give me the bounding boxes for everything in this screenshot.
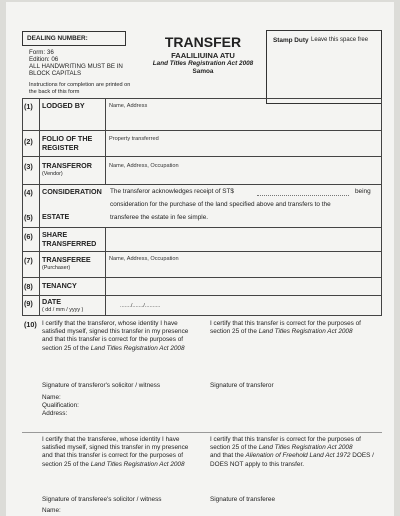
row-8-number: (8) <box>24 282 33 291</box>
row-6-number: (6) <box>24 232 33 241</box>
date-field-dots[interactable]: ......./......./.......... <box>120 303 161 309</box>
transferee-sub: (Purchaser) <box>42 265 71 271</box>
consideration-line-1 <box>110 188 234 196</box>
share-label-2: TRANSFERRED <box>42 239 97 248</box>
section-divider <box>22 432 382 433</box>
cert-left1-line4: section 25 of the Land Titles Registration Act 2008 <box>42 344 185 352</box>
witness-name-label: Name: <box>42 394 61 401</box>
folio-hint: Property transferred <box>109 136 159 142</box>
handwriting-note-1: ALL HANDWRITING MUST BE IN <box>29 63 123 70</box>
cert-right1-line1: I certify that this transfer is correct for the purposes of <box>210 320 361 327</box>
tenancy-label: TENANCY <box>42 281 77 290</box>
dealing-number-label: DEALING NUMBER: <box>27 35 88 42</box>
date-format: ( dd / mm / yyyy ) <box>42 307 84 313</box>
transferee-hint: Name, Address, Occupation <box>109 256 179 262</box>
consideration-label: CONSIDERATION <box>42 187 102 196</box>
cert-right2-line3: and that the Alienation of Freehold Land Act 1972 DOES / <box>210 452 374 460</box>
row-1-number: (1) <box>24 102 33 111</box>
row-5-number: (5) <box>24 213 33 222</box>
cert-left1-line1: I certify that the transferor, whose identity I have <box>42 320 178 327</box>
date-label: DATE <box>42 297 62 306</box>
transferee-field[interactable] <box>106 252 381 277</box>
stamp-duty-label: Stamp Duty <box>273 37 309 44</box>
cert-left2-line1: I certify that the transferee, whose identity I have <box>42 436 180 443</box>
row-9-number: (9) <box>24 299 33 308</box>
transferor-signature-field[interactable] <box>210 358 380 380</box>
consideration-line-2: consideration for the purchase of the land specified above and transfers to the <box>110 201 331 208</box>
cert-right2-line4: DOES NOT apply to this transfer. <box>210 460 305 468</box>
folio-label: FOLIO OF THE <box>42 134 93 143</box>
sig-transferor-label: Signature of transferor <box>210 382 274 389</box>
folio-label-2: REGISTER <box>42 143 79 152</box>
section-10-number: (10) <box>24 320 37 329</box>
witness-qualification-label: Qualification: <box>42 402 79 409</box>
sig-solicitor-2-label: Signature of transferee's solicitor / witness <box>42 496 162 503</box>
transferor-sub: (Vendor) <box>42 171 63 177</box>
estate-label: ESTATE <box>42 212 70 221</box>
cert-right1-line2: section 25 of the Land Titles Registration Act 2008 <box>210 328 353 336</box>
cert-left2-line4: section 25 of the Land Titles Registration Act 2008 <box>42 460 185 468</box>
consideration-being: being <box>355 188 371 195</box>
row-2-number: (2) <box>24 137 33 146</box>
transferee-witness-signature-field[interactable] <box>42 474 202 494</box>
form-title-samoan: FAALILIUINA ATU <box>171 51 235 60</box>
lodged-by-label: LODGED BY <box>42 101 85 110</box>
transferee-witness-cert <box>42 436 204 469</box>
transferor-witness-signature-field[interactable] <box>42 358 202 380</box>
country-name: Samoa <box>192 68 214 75</box>
cert-left2-line3: and that this transfer is correct for the purposes of <box>42 452 184 460</box>
row-7-number: (7) <box>24 256 33 265</box>
handwriting-note-2: BLOCK CAPITALS <box>29 70 82 77</box>
instructions-note-2: the back of this form <box>29 89 80 95</box>
form-title: TRANSFER <box>164 34 242 50</box>
cert-left1-line2: satisfied myself, signed this transfer in my presence <box>42 328 189 336</box>
consideration-amount-field[interactable] <box>257 195 349 196</box>
witness-address-label: Address: <box>42 410 68 417</box>
cert-left1-line3: and that this transfer is correct for the purposes of <box>42 336 184 344</box>
tenancy-field[interactable] <box>106 278 381 295</box>
lodged-by-hint: Name, Address <box>109 103 148 109</box>
lodged-by-field[interactable] <box>106 99 381 130</box>
transfer-form <box>6 2 394 516</box>
transferee-signature-field[interactable] <box>210 474 380 494</box>
instructions-note-1: Instructions for completion are printed on <box>29 82 131 88</box>
transferor-witness-cert <box>42 320 204 353</box>
sig-transferee-label: Signature of transferee <box>210 496 276 503</box>
transferor-label: TRANSFEROR <box>42 161 92 170</box>
transferor-field[interactable] <box>106 157 381 184</box>
transferee-label: TRANSFEREE <box>42 255 91 264</box>
witness-2-name-label: Name: <box>42 507 61 514</box>
share-field[interactable] <box>106 228 381 251</box>
stamp-duty-note: Leave this space free <box>311 37 369 43</box>
stamp-duty-box <box>266 30 382 104</box>
row-4-number: (4) <box>24 188 33 197</box>
transferor-hint: Name, Address, Occupation <box>109 163 179 169</box>
act-name: Land Titles Registration Act 2008 <box>152 60 254 67</box>
edition-number: Edition: 06 <box>29 56 59 63</box>
form-number: Form: 36 <box>29 49 54 56</box>
sig-solicitor-1-label: Signature of transferor's solicitor / witness <box>42 382 161 389</box>
transferee-cert <box>210 436 390 469</box>
dealing-number-box[interactable] <box>22 31 126 46</box>
folio-field[interactable] <box>106 131 381 156</box>
row-3-number: (3) <box>24 162 33 171</box>
transferor-cert <box>210 320 388 336</box>
consideration-line-3: transferee the estate in fee simple. <box>110 214 209 221</box>
share-label: SHARE <box>42 230 68 239</box>
cert-right2-line2: section 25 of the Land Titles Registration Act 2008 <box>210 444 353 452</box>
cert-right2-line1: I certify that this transfer is correct for the purposes of <box>210 436 361 443</box>
cert-left2-line2: satisfied myself, signed this transfer in my presence <box>42 444 189 452</box>
consideration-text-a: The transferor acknowledges receipt of ST$ <box>110 188 234 195</box>
